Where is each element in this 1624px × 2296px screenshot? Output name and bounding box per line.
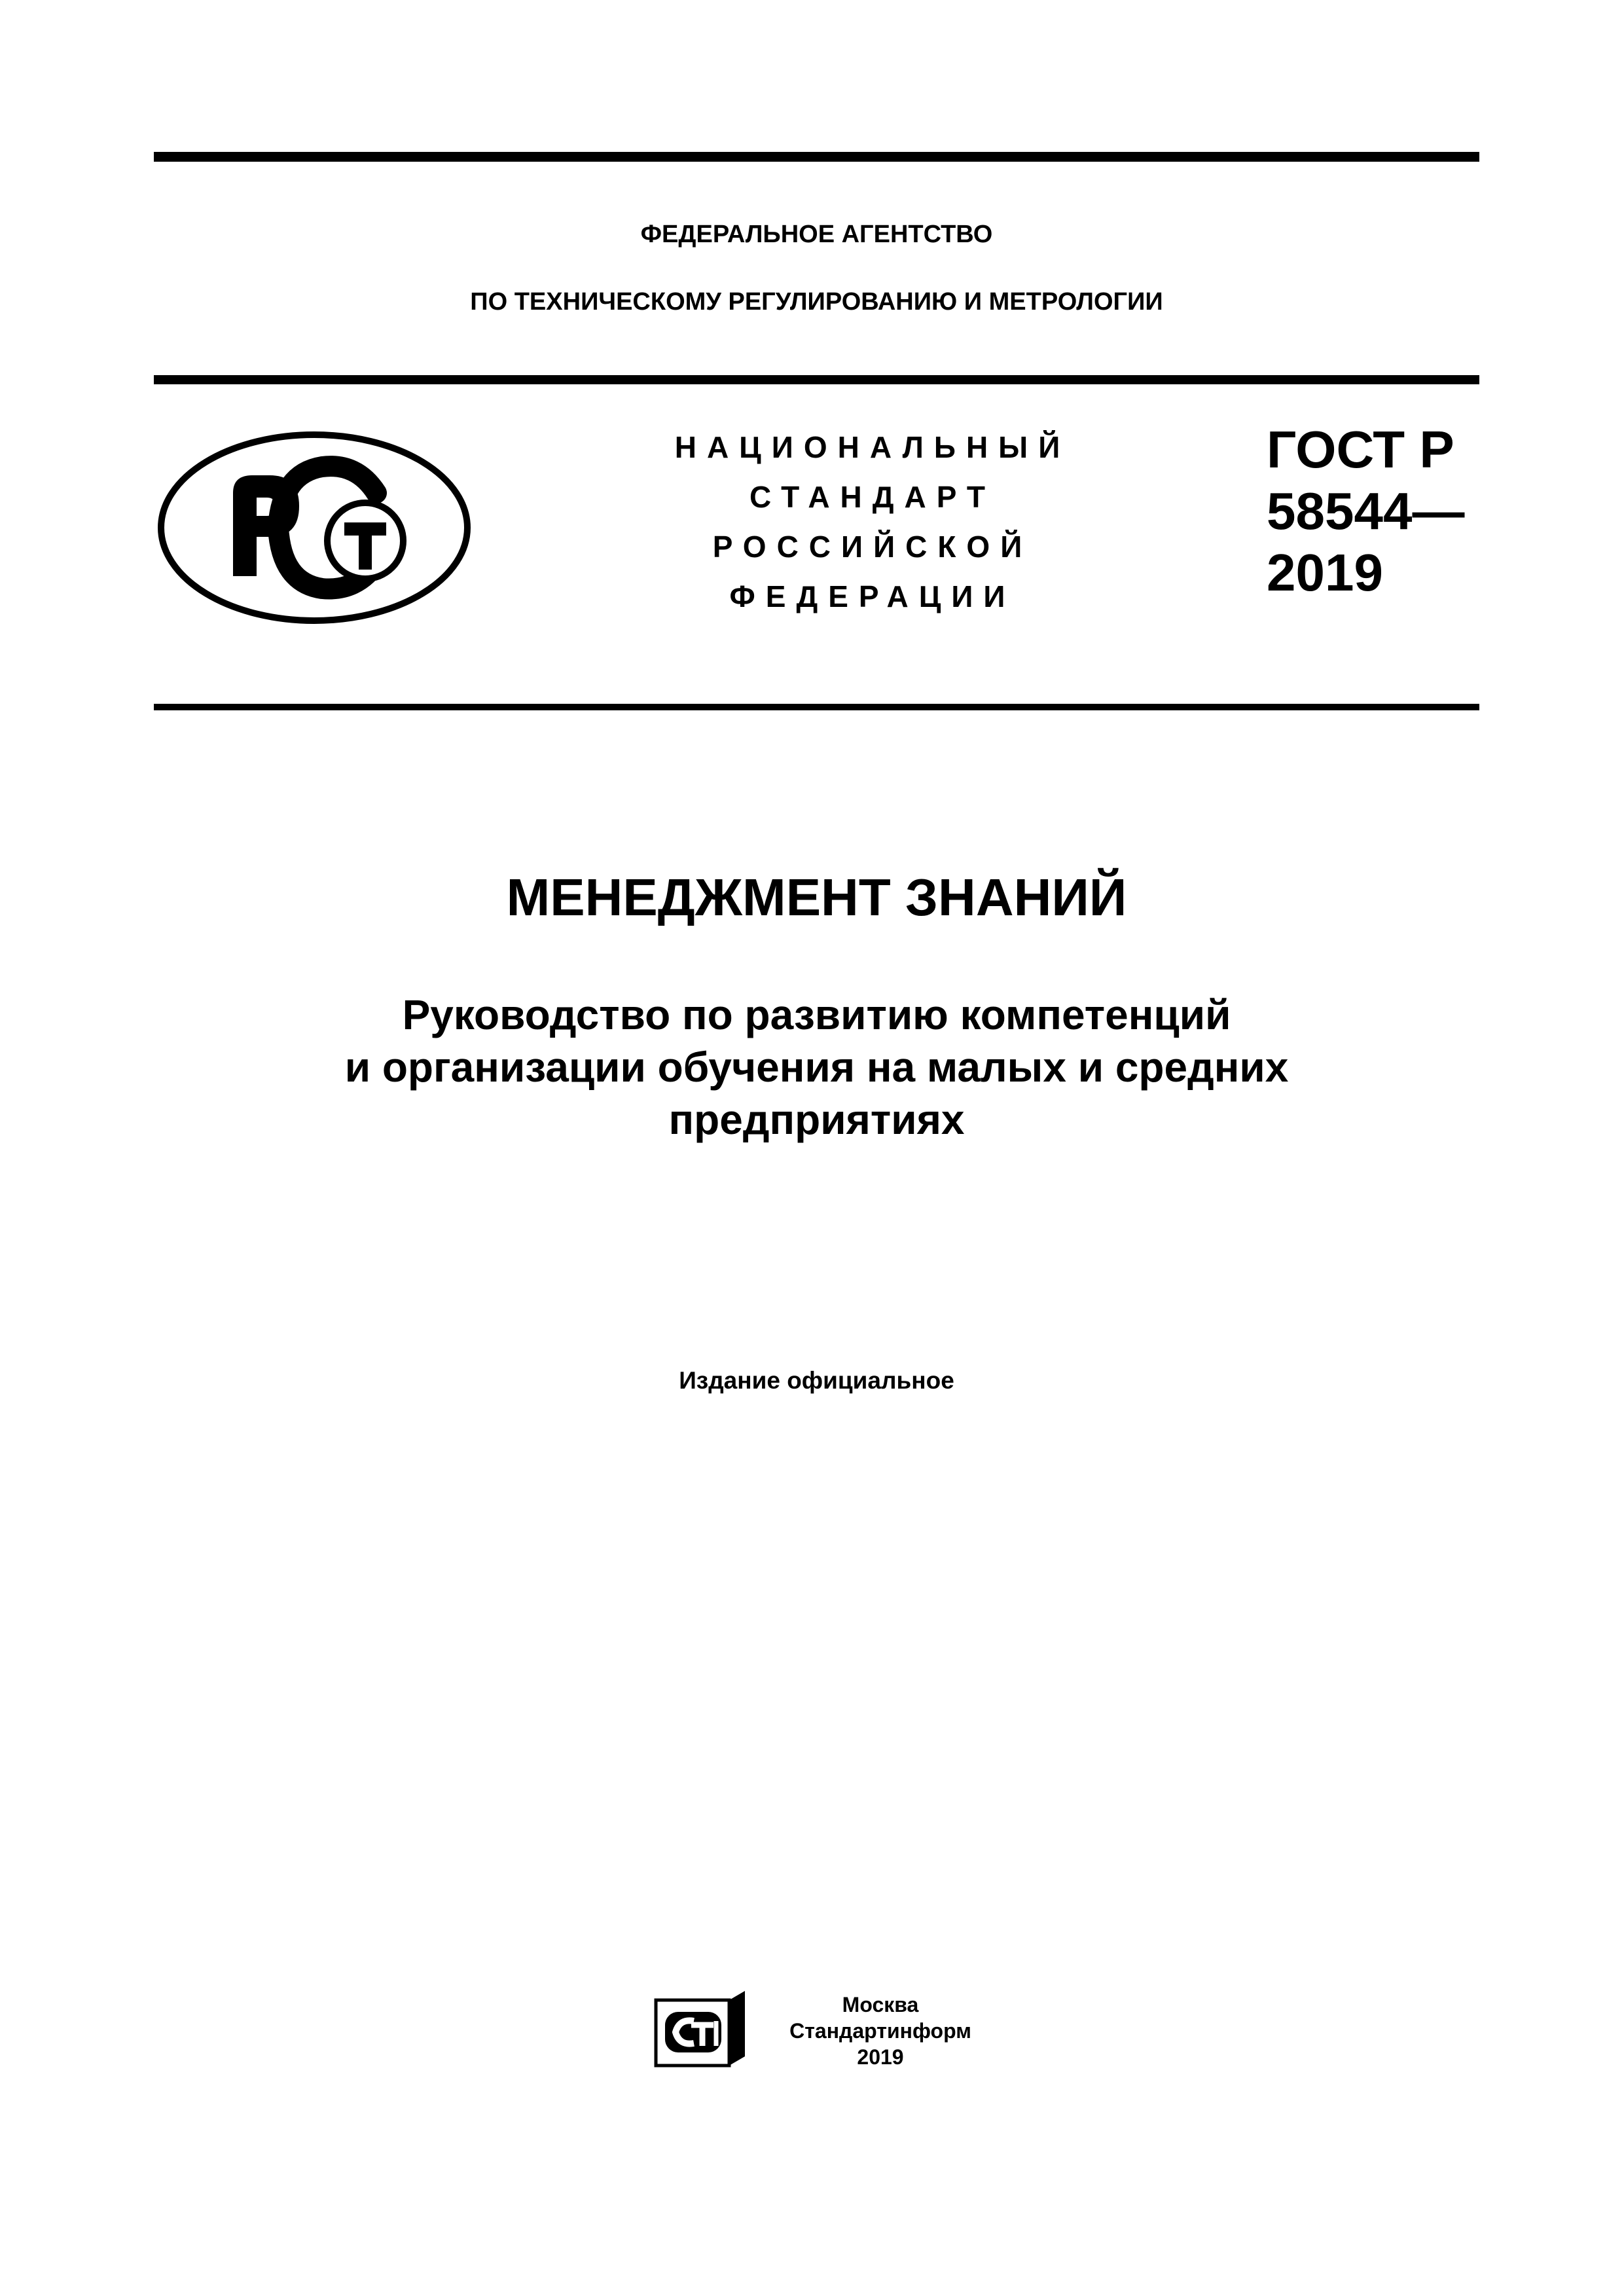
national-standard-line: ФЕДЕРАЦИИ [729,579,1016,613]
publisher-name: Стандартинформ [789,2019,971,2043]
gost-prefix: ГОСТ Р [1267,420,1454,479]
subtitle-line: и организации обучения на малых и средних [344,1044,1289,1091]
agency-line-2: ПО ТЕХНИЧЕСКОМУ РЕГУЛИРОВАНИЮ И МЕТРОЛОГИИ [470,288,1163,316]
agency-line-1: ФЕДЕРАЛЬНОЕ АГЕНТСТВО [640,221,993,248]
gost-number: 58544— [1267,482,1465,540]
rst-logo-icon [157,431,471,625]
publisher-city: Москва [842,1993,919,2016]
publisher-block [756,1992,1005,2070]
gost-year: 2019 [1267,543,1383,602]
gost-designation [1267,419,1464,604]
document-subtitle [154,989,1479,1146]
subtitle-line: Руководство по развитию компетенций [402,991,1231,1038]
national-standard-line: НАЦИОНАЛЬНЫЙ [674,430,1071,464]
document-title: МЕНЕДЖМЕНТ ЗНАНИЙ [506,868,1127,926]
national-standard-line: СТАНДАРТ [749,480,996,514]
subtitle-line: предприятиях [668,1096,965,1143]
publisher-year: 2019 [857,2045,904,2069]
national-standard-line: РОССИЙСКОЙ [712,530,1033,564]
top-rule [154,152,1479,162]
edition-label: Издание официальное [679,1367,954,1394]
national-standard-label [615,422,1119,621]
block-rule [154,704,1479,710]
standartinform-logo-icon [653,1988,750,2068]
header-rule [154,375,1479,384]
